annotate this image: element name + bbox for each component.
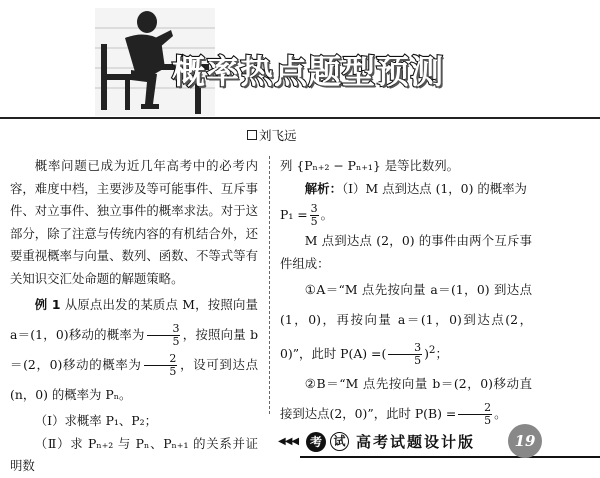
badge-kao: 考	[306, 432, 326, 452]
square-icon	[247, 130, 257, 140]
solution-label: 解析：	[304, 180, 342, 196]
badge-shi: 试	[330, 432, 349, 451]
fraction	[388, 342, 422, 367]
fraction-denominator: 5	[172, 335, 180, 348]
example-text-2: ，按照向量 b＝(2，0)移动的概率为	[10, 327, 258, 372]
solution-text-1: （Ⅰ）M 点到达点 (1，0) 的概率为	[341, 180, 527, 196]
fraction-denominator: 5	[484, 414, 492, 428]
case-a-text: ①A＝“M 点先按向量 a＝(1，0) 到达点(1，0)，再按向量 a＝(1，0)到达点(2，0)”，此时 P(A) =	[280, 282, 532, 362]
fraction-numerator: 3	[388, 342, 422, 355]
case-b-paragraph	[280, 369, 532, 429]
fraction-numerator: 2	[458, 402, 492, 415]
continuation-text: 列 {Pₙ₊₂ − Pₙ₊₁} 是等比数列。	[280, 158, 460, 173]
author	[247, 126, 297, 144]
fraction-denominator: 5	[169, 365, 177, 378]
fraction-denominator: 5	[414, 354, 422, 368]
footer	[0, 424, 600, 465]
page-number: 19	[508, 424, 542, 458]
header-rule	[0, 117, 600, 119]
case-b-text: ②B＝“M 点先按向量 b＝(2，0)移动直接到达点(2，0)”，此时 P(B) =	[280, 376, 532, 422]
fraction	[147, 323, 181, 348]
question-1: （Ⅰ）求概率 P₁、P₂；	[34, 413, 157, 428]
page-title: 概率热点题型预测	[172, 52, 444, 91]
intro-paragraph: 概率问题已成为近几年高考中的必考内容，难度中档，主要涉及等可能事件、互斥事件、对立事件、独立事件的概率求法。对于这部分，除了注意与传统内容的有机结合外，还要重视概率与向量、数列、函数、不等式等有关知识交汇处命题的解题策略。	[10, 158, 258, 286]
p1-prefix: P₁ =	[280, 207, 308, 222]
column-divider	[269, 156, 270, 414]
triple-arrow-icon: ◀◀◀	[278, 436, 299, 447]
example-paragraph	[10, 290, 258, 410]
fraction-denominator: 5	[310, 215, 318, 228]
header	[0, 0, 600, 143]
fraction-numerator: 3	[310, 202, 318, 215]
footer-rule	[300, 456, 600, 458]
fraction-numerator: 3	[147, 323, 181, 336]
fraction	[144, 353, 178, 378]
fraction	[310, 203, 319, 228]
p1-suffix: 。	[320, 207, 334, 222]
example-text-3: ，设可到达点 (n，0) 的概率为 Pₙ。	[10, 357, 259, 402]
publication-name: 高考试题设计版	[356, 433, 476, 451]
right-column	[280, 155, 532, 429]
author-name: 刘飞远	[259, 128, 297, 143]
example-label: 例 1	[34, 297, 61, 312]
fraction-numerator: 2	[144, 353, 178, 366]
solution-paragraph	[280, 178, 532, 201]
case-b-end: 。	[494, 406, 507, 422]
case-a-paragraph: ①A＝“M 点先按向量 a＝(1，0) 到达点(1，0)，再按向量 a＝(1，0)到达点(2，0)”，此时 P(A) =( $\frac{3}{5}$ )$^2$；	[280, 282, 532, 368]
exponent: 2	[428, 344, 436, 356]
event-paragraph: M 点到达点 (2，0) 的事件由两个互斥事件组成：	[280, 233, 532, 271]
p1-formula	[280, 200, 532, 230]
case-a-end: ；	[435, 346, 448, 362]
example-text-1: 从原点出发的某质点 M，按照向量 a＝(1，0)移动的概率为	[10, 297, 258, 342]
question-2: （Ⅱ）求 Pₙ₊₂ 与 Pₙ、Pₙ₊₁ 的关系并证明数	[10, 435, 258, 473]
